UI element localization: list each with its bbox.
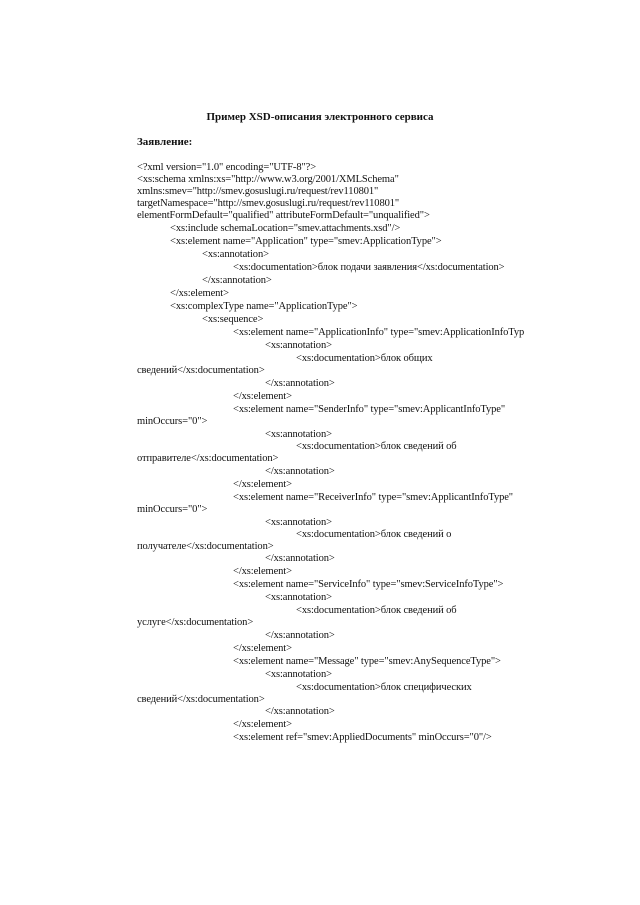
code-line: <xs:documentation>блок общих xyxy=(296,353,433,364)
code-line: <xs:include schemaLocation="smev.attachments.xsd"/> xyxy=(170,223,401,234)
code-line: получателе</xs:documentation> xyxy=(137,541,274,552)
code-line: </xs:element> xyxy=(233,566,292,577)
code-line: </xs:element> xyxy=(170,288,229,299)
code-line: <xs:schema xmlns:xs="http://www.w3.org/2001/XMLSchema" xyxy=(137,174,399,185)
code-line: targetNamespace="http://smev.gosuslugi.ru/request/rev110801" xyxy=(137,198,400,209)
code-line: <xs:documentation>блок сведений об xyxy=(296,605,457,616)
code-line: <xs:element name="ReceiverInfo" type="smev:ApplicantInfoType" xyxy=(233,492,513,503)
code-line: <xs:documentation>блок сведений об xyxy=(296,441,457,452)
code-line: <xs:element ref="smev:AppliedDocuments" minOccurs="0"/> xyxy=(233,732,492,743)
code-line: xmlns:smev="http://smev.gosuslugi.ru/request/rev110801" xyxy=(137,186,379,197)
code-line: <xs:element name="Message" type="smev:AnySequenceType"> xyxy=(233,656,501,667)
code-line: <xs:annotation> xyxy=(265,340,332,351)
code-line: </xs:annotation> xyxy=(265,378,335,389)
code-line: сведений</xs:documentation> xyxy=(137,694,265,705)
code-line: услуге</xs:documentation> xyxy=(137,617,254,628)
code-line: <xs:element name="Application" type="smev:ApplicationType"> xyxy=(170,236,442,247)
code-line: </xs:element> xyxy=(233,391,292,402)
code-line: </xs:element> xyxy=(233,643,292,654)
code-line: minOccurs="0"> xyxy=(137,416,208,427)
code-line: </xs:element> xyxy=(233,719,292,730)
code-line: <?xml version="1.0" encoding="UTF-8"?> xyxy=(137,162,317,173)
code-line: <xs:element name="ServiceInfo" type="smev:ServiceInfoType"> xyxy=(233,579,504,590)
code-line: </xs:annotation> xyxy=(265,553,335,564)
code-line: отправителе</xs:documentation> xyxy=(137,453,279,464)
code-line: <xs:sequence> xyxy=(202,314,264,325)
code-line: <xs:documentation>блок сведений о xyxy=(296,529,452,540)
code-line: minOccurs="0"> xyxy=(137,504,208,515)
code-line: </xs:annotation> xyxy=(265,706,335,717)
document-title: Пример XSD-описания электронного сервиса xyxy=(206,111,434,123)
code-line: <xs:element name="ApplicationInfo" type="smev:ApplicationInfoTyp xyxy=(233,327,525,338)
code-line: </xs:annotation> xyxy=(202,275,272,286)
code-line: <xs:complexType name="ApplicationType"> xyxy=(170,301,358,312)
code-line: <xs:annotation> xyxy=(265,429,332,440)
code-line: <xs:annotation> xyxy=(265,592,332,603)
code-line: elementFormDefault="qualified" attributeFormDefault="unqualified"> xyxy=(137,210,430,221)
code-line: </xs:annotation> xyxy=(265,466,335,477)
code-line: <xs:annotation> xyxy=(265,669,332,680)
code-line: <xs:documentation>блок специфических xyxy=(296,682,472,693)
code-line: <xs:documentation>блок подачи заявления</xs:documentation> xyxy=(233,262,505,273)
code-line: </xs:annotation> xyxy=(265,630,335,641)
section-heading: Заявление: xyxy=(137,136,193,148)
code-line: <xs:annotation> xyxy=(202,249,269,260)
code-line: <xs:element name="SenderInfo" type="smev:ApplicantInfoType" xyxy=(233,404,506,415)
code-line: сведений</xs:documentation> xyxy=(137,365,265,376)
code-line: <xs:annotation> xyxy=(265,517,332,528)
code-line: </xs:element> xyxy=(233,479,292,490)
